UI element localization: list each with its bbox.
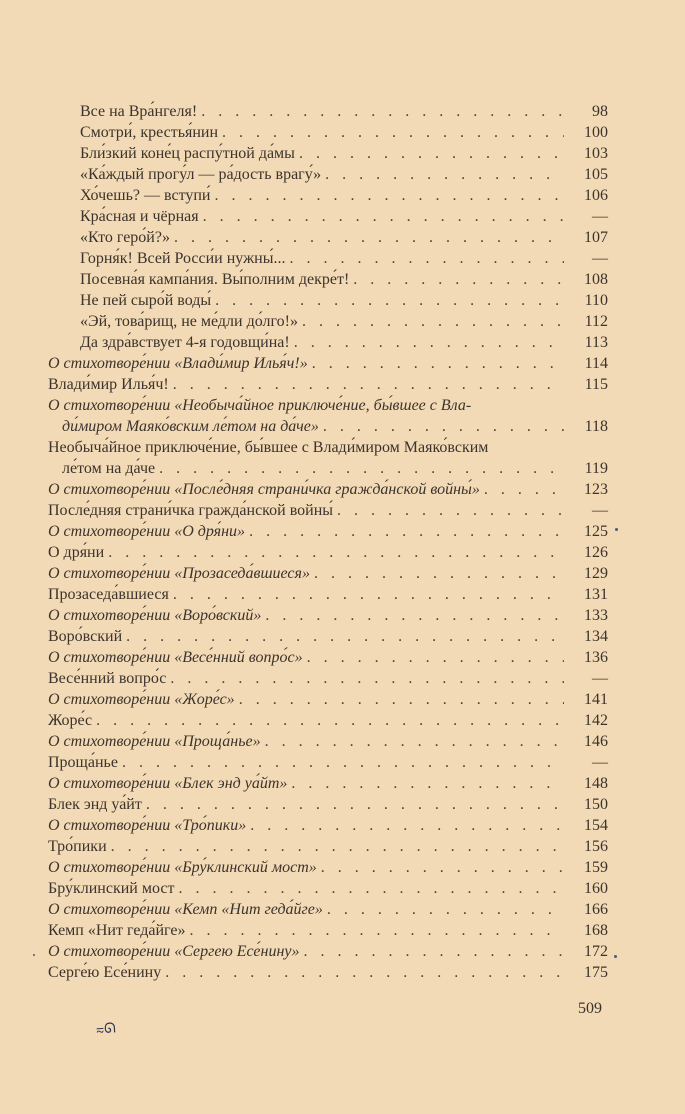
toc-entry-title: О стихотворе́нии «Влади́мир Илья́ч!» (48, 355, 308, 372)
toc-entry-title: Смотри́, крестья́нин (80, 124, 219, 141)
toc-entry (48, 290, 608, 311)
toc-entry (48, 752, 608, 773)
toc-entry (48, 647, 608, 668)
toc-entry (48, 101, 608, 122)
toc-entry-page: 105 (584, 166, 608, 183)
toc-entry-page: 148 (584, 775, 608, 792)
toc-entry-page: 133 (584, 607, 608, 624)
toc-entry-title: Хо́чешь? — вступи́ (80, 187, 211, 204)
dot-leader (321, 857, 564, 878)
toc-entry-page: 168 (584, 922, 608, 939)
toc-entry-title: После́дняя страни́чка гражда́нской войны́ (48, 502, 334, 519)
toc-entry-title: Бли́зкий коне́ц распу́тной да́мы (80, 145, 295, 162)
toc-entry (48, 920, 608, 941)
toc-entry-title: О стихотворе́нии «Весе́нний вопро́с» (48, 649, 303, 666)
toc-entry-page: 131 (584, 586, 608, 603)
dot-leader (325, 164, 564, 185)
toc-entry-title: Блек энд уа́йт (48, 796, 142, 813)
toc-entry (48, 458, 608, 479)
dot-leader (146, 794, 564, 815)
toc-entry-title: Не пей сыро́й воды́ (80, 292, 212, 309)
dot-leader (265, 731, 564, 752)
toc-entry (48, 941, 608, 962)
toc-entry (48, 374, 608, 395)
toc-entry (48, 542, 608, 563)
toc-entry-page: — (592, 502, 608, 519)
dot-leader (215, 290, 564, 311)
toc-entry-title: Проща́нье (48, 754, 118, 771)
toc-entry (48, 122, 608, 143)
toc-entry-title-line: О стихотворе́нии «Необыча́йное приключе́ние, бы́вшее с Вла- (48, 397, 472, 414)
toc-entry-page: — (592, 250, 608, 267)
toc-entry (48, 794, 608, 815)
toc-entry (48, 878, 608, 899)
toc-entry-title: Посевна́я кампа́ния. Вы́полним декре́т! (80, 271, 350, 288)
toc-entry-page: 175 (584, 964, 608, 981)
dot-leader (484, 479, 564, 500)
dot-leader (265, 605, 564, 626)
toc-entry-page: 108 (584, 271, 608, 288)
toc-entry (48, 353, 608, 374)
toc-entry-page: 114 (584, 355, 608, 372)
table-of-contents (48, 101, 608, 983)
toc-entry-page: 142 (584, 712, 608, 729)
toc-entry-page: — (592, 670, 608, 687)
dot-leader (307, 647, 564, 668)
toc-entry-page: 103 (584, 145, 608, 162)
dot-leader (173, 584, 564, 605)
toc-entry-title: Кра́сная и чёрная (80, 208, 199, 225)
toc-entry-title: Весе́нний вопро́с (48, 670, 167, 687)
toc-entry-page: 156 (584, 838, 608, 855)
toc-entry-page: — (592, 208, 608, 225)
toc-entry-title: Кемп «Нит геда́йге» (48, 922, 186, 939)
toc-entry-title: Жоре́с (48, 712, 93, 729)
toc-entry-title: О стихотворе́нии «Сергею Есе́нину» (48, 943, 300, 960)
toc-entry-title: «Эй, това́рищ, не ме́дли до́лго!» (80, 313, 299, 330)
dot-leader (173, 374, 564, 395)
toc-entry-page: 125 (584, 523, 608, 540)
toc-entry-title: О стихотворе́нии «Тро́пики» (48, 817, 247, 834)
toc-entry (48, 710, 608, 731)
toc-entry-title: О стихотворе́нии «Блек энд уа́йт» (48, 775, 288, 792)
dot-leader (203, 206, 564, 227)
toc-entry-page: 134 (584, 628, 608, 645)
toc-entry (48, 416, 608, 437)
dot-leader (337, 500, 564, 521)
toc-entry-title: Бру́клинский мост (48, 880, 175, 897)
toc-entry-page: 126 (584, 544, 608, 561)
ink-speck (615, 528, 618, 531)
dot-leader (239, 689, 564, 710)
toc-entry-title: О стихотворе́нии «Жоре́с» (48, 691, 235, 708)
toc-entry-page: — (592, 754, 608, 771)
dot-leader (302, 311, 564, 332)
toc-entry (48, 563, 608, 584)
toc-entry (48, 899, 608, 920)
toc-entry-page: 172 (584, 943, 608, 960)
dot-leader (291, 773, 564, 794)
toc-entry (48, 311, 608, 332)
toc-entry-title: О стихотворе́нии «Кемп «Нит геда́йге» (48, 901, 323, 918)
toc-entry (48, 143, 608, 164)
toc-entry (48, 500, 608, 521)
toc-entry-page: 112 (584, 313, 608, 330)
toc-entry-page: 141 (584, 691, 608, 708)
dot-leader (96, 710, 564, 731)
toc-entry-page: 118 (584, 418, 608, 435)
dot-leader (159, 458, 564, 479)
toc-entry-page: 129 (584, 565, 608, 582)
dot-leader (126, 626, 564, 647)
toc-entry (48, 269, 608, 290)
dot-leader (289, 248, 564, 269)
toc-entry-title: Прозаседа́вшиеся (48, 586, 169, 603)
toc-entry-title: Влади́мир Илья́ч! (48, 376, 169, 393)
dot-leader (178, 878, 564, 899)
toc-entry-title: Все на Вра́нгеля! (80, 103, 198, 120)
toc-entry-title: «Ка́ждый прогу́л — ра́дость врагу́» (80, 166, 322, 183)
dot-leader (108, 542, 564, 563)
dot-leader (249, 521, 564, 542)
page-number: 509 (578, 1000, 602, 1017)
toc-entry-title: О стихотворе́нии «Бру́клинский мост» (48, 859, 317, 876)
toc-entry (48, 689, 608, 710)
dot-leader (165, 962, 564, 983)
dot-leader (222, 122, 564, 143)
toc-entry-page: 154 (584, 817, 608, 834)
toc-entry-page: 113 (584, 334, 608, 351)
toc-entry-page: 166 (584, 901, 608, 918)
toc-entry (48, 584, 608, 605)
toc-entry-page: 119 (584, 460, 608, 477)
toc-entry-title-line: Необыча́йное приключе́ние, бы́вшее с Влади́миром Маяко́вским (48, 439, 489, 456)
toc-entry (48, 248, 608, 269)
dot-leader (314, 563, 564, 584)
dot-leader (294, 332, 564, 353)
dot-leader (312, 353, 564, 374)
dot-leader (304, 941, 565, 962)
toc-entry (48, 605, 608, 626)
ink-speck (614, 955, 617, 958)
toc-entry-title: О дря́ни (48, 544, 105, 561)
toc-entry-title: Тро́пики (48, 838, 107, 855)
toc-entry-page: 160 (584, 880, 608, 897)
toc-entry-page: 106 (584, 187, 608, 204)
toc-entry-page: 115 (584, 376, 608, 393)
ink-mark: ≂ᘏ (95, 1021, 117, 1038)
dot-leader (353, 269, 564, 290)
toc-entry (48, 206, 608, 227)
dot-leader (327, 899, 564, 920)
toc-entry-page: 136 (584, 649, 608, 666)
toc-entry-page: 110 (584, 292, 608, 309)
toc-entry (48, 521, 608, 542)
toc-entry-page: 146 (584, 733, 608, 750)
toc-entry (48, 815, 608, 836)
dot-leader (250, 815, 564, 836)
toc-entry-page: 123 (584, 481, 608, 498)
toc-entry-title: О стихотворе́нии «Прозаседа́вшиеся» (48, 565, 310, 582)
toc-entry-title: О стихотворе́нии «Проща́нье» (48, 733, 261, 750)
toc-entry-title: Серге́ю Есе́нину (48, 964, 162, 981)
toc-entry-page: 150 (584, 796, 608, 813)
toc-entry-title: ле́том на да́че (62, 460, 156, 477)
toc-entry-title: О стихотворе́нии «Воро́вский» (48, 607, 262, 624)
toc-entry-title: О стихотворе́нии «После́дняя страни́чка гражда́нской войны́» (48, 481, 480, 498)
toc-entry (48, 164, 608, 185)
dot-leader (189, 920, 564, 941)
toc-entry-page: 98 (592, 103, 608, 120)
dot-leader (323, 416, 564, 437)
toc-entry-title: О стихотворе́нии «О дря́ни» (48, 523, 246, 540)
toc-entry (48, 857, 608, 878)
toc-entry-title: «Кто геро́й?» (80, 229, 170, 246)
toc-entry (48, 836, 608, 857)
dot-leader (214, 185, 564, 206)
toc-entry (48, 731, 608, 752)
toc-entry (48, 332, 608, 353)
dot-leader (170, 668, 564, 689)
toc-entry-page: 107 (584, 229, 608, 246)
toc-entry (48, 668, 608, 689)
toc-entry (48, 185, 608, 206)
dot-leader (299, 143, 564, 164)
dot-leader (201, 101, 564, 122)
toc-entry-title: ди́миром Маяко́вским ле́том на да́че» (62, 418, 319, 435)
toc-entry-title: Воро́вский (48, 628, 123, 645)
dot-leader (174, 227, 564, 248)
ink-speck (33, 954, 35, 956)
toc-entry-page: 159 (584, 859, 608, 876)
toc-entry-page: 100 (584, 124, 608, 141)
toc-entry (48, 773, 608, 794)
toc-entry (48, 962, 608, 983)
toc-entry (48, 479, 608, 500)
toc-entry-title: Да здра́вствует 4-я годовщи́на! (80, 334, 290, 351)
toc-entry (48, 626, 608, 647)
toc-entry-title: Горня́к! Всей Росси́и нужны́... (80, 250, 286, 267)
toc-entry (48, 227, 608, 248)
dot-leader (111, 836, 564, 857)
dot-leader (122, 752, 564, 773)
